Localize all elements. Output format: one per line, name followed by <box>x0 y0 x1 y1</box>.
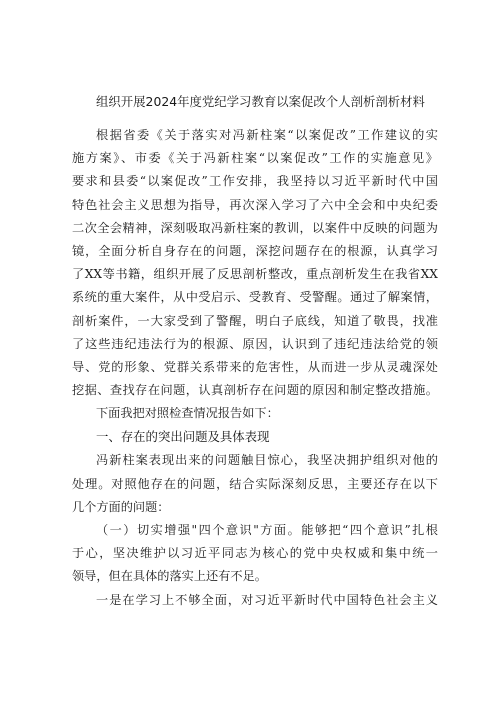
paragraph-1-line-9: 剖析案件，一大家受到了警醒，明白子底线，知道了敬畏，找准 <box>72 313 438 328</box>
paragraph-1-line-8: 系统的重大案件，从中受启示、受教育、受警醒。通过了解案情， <box>72 290 438 305</box>
paragraph-1-line-12: 挖据、查找存在问题，认真剖析存在问题的原因和制定整改措施。 <box>72 383 438 398</box>
section-heading: 一、存在的突出问题及具体表现 <box>96 429 270 445</box>
paragraph-1-line-2: 施方案》、市委《关于冯新柱案“以案促改”工作的实施意见》 <box>72 151 438 166</box>
paragraph-4-line-1: （一）切实增强"四个意识"方面。能够把“四个意识”扎根 <box>96 523 438 537</box>
document-body <box>72 124 438 612</box>
paragraph-1-line-5: 二次全会精神，深刻吸取冯新柱案的教训，以案件中反映的问题为 <box>72 220 438 235</box>
paragraph-4-line-3: 领导，但在具体的落实上还有不足。 <box>72 569 267 584</box>
paragraph-3-line-3: 几个方面的问题： <box>72 499 170 514</box>
paragraph-5-line-1: 一是在学习上不够全面，对习近平新时代中国特色社会主义 <box>96 592 438 607</box>
paragraph-1-line-4: 特色社会主义思想为指导，再次深入学习了六中全会和中央纪委 <box>72 197 438 212</box>
paragraph-1-line-11: 导、党的形象、党群关系带来的危害性，从而进一步从灵魂深处 <box>72 359 438 374</box>
paragraph-3-line-1: 冯新柱案表现出来的问题触目惊心，我坚决拥护组织对他的 <box>96 453 438 468</box>
paragraph-4-line-2: 于心，坚决维护以习近平同志为核心的党中央权威和集中统一 <box>72 546 438 561</box>
paragraph-2-line-1: 下面我把对照检查情况报告如下： <box>96 406 279 421</box>
paragraph-1-line-3: 要求和县委“以案促改”工作安排，我坚持以习近平新时代中国 <box>72 174 438 189</box>
paragraph-1-line-7: 了XX等书籍，组织开展了反思剖析整改，重点剖析发生在我省XX <box>72 267 438 282</box>
document-title: 组织开展2024年度党纪学习教育以案促改个人剖析剖析材料 <box>96 94 425 109</box>
paragraph-1-line-6: 镜，全面分析自身存在的问题，深挖问题存在的根源，认真学习 <box>72 243 438 258</box>
paragraph-3-line-2: 处理。对照他存在的问题，结合实际深刻反思，主要还存在以下 <box>72 476 438 491</box>
paragraph-1-line-1: 根据省委《关于落实对冯新柱案“以案促改”工作建议的实 <box>96 128 438 142</box>
paragraph-1-line-10: 了这些违纪违法行为的根源、原因，认识到了违纪违法给党的领 <box>72 336 438 351</box>
